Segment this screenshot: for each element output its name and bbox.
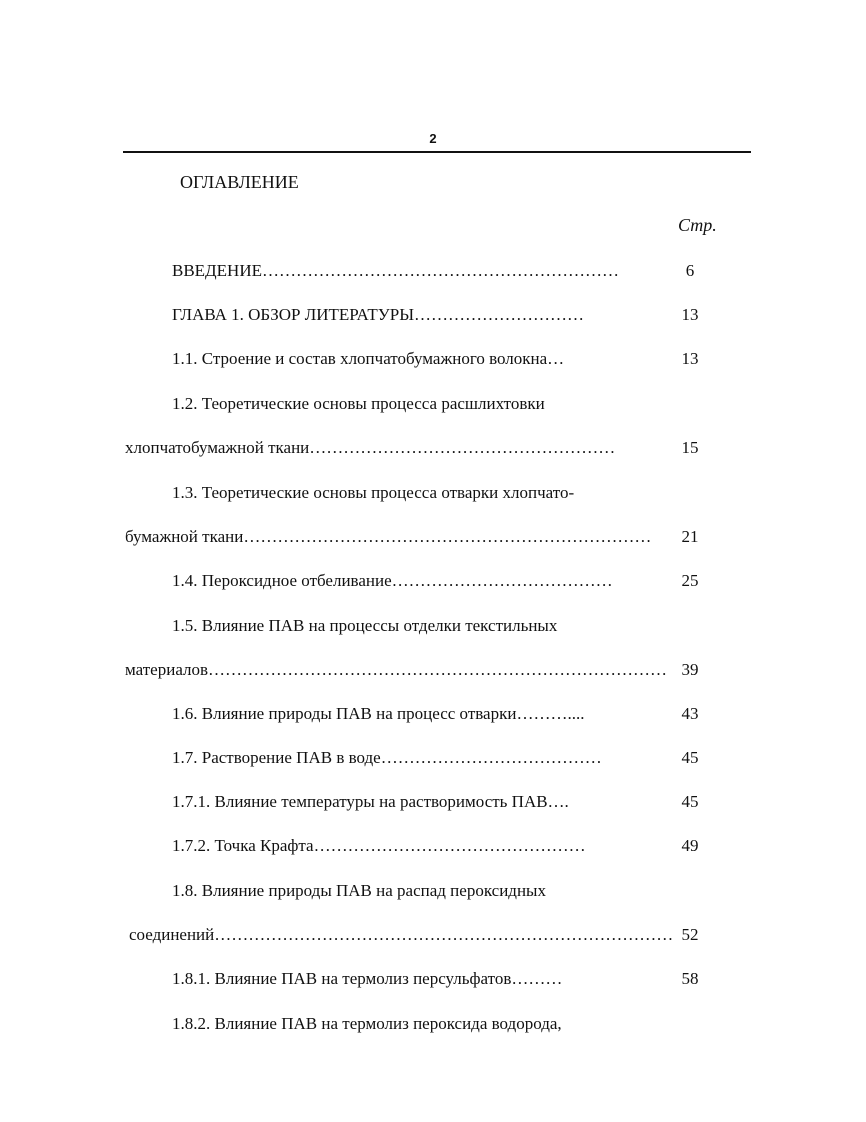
page-number: 2 (429, 131, 437, 146)
toc-entry-1-2-line-1: 1.2. Теоретические основы процесса расшлихтовки (172, 394, 545, 413)
toc-entry-1-7-1: 1.7.1. Влияние температуры на растворимость ПАВ…. (172, 792, 569, 811)
toc-entry-introduction: ВВЕДЕНИЕ……………………………………………………… (172, 261, 619, 280)
toc-entry-1-5-line-1: 1.5. Влияние ПАВ на процессы отделки текстильных (172, 616, 558, 635)
toc-page-1-8: 52 (681, 925, 699, 944)
toc-page-1-2: 15 (681, 438, 699, 457)
toc-entry-1-8-1: 1.8.1. Влияние ПАВ на термолиз персульфатов……… (172, 969, 563, 988)
toc-entry-1-8-line-1: 1.8. Влияние природы ПАВ на распад пероксидных (172, 881, 546, 900)
toc-entry-1-4: 1.4. Пероксидное отбеливание………………………………… (172, 571, 613, 590)
toc-entry-1-3-line-2: бумажной ткани……………………………………………………………… (125, 527, 652, 546)
header-rule (123, 151, 751, 153)
toc-page-1-4: 25 (681, 571, 699, 590)
toc-page-1-3: 21 (681, 527, 699, 546)
toc-page-1-1: 13 (681, 349, 699, 368)
toc-page-chapter-1: 13 (681, 305, 699, 324)
toc-entry-1-8-line-2: соединений……………………………………………………………………… (129, 925, 674, 944)
toc-entry-1-3-line-1: 1.3. Теоретические основы процесса отварки хлопчато- (172, 483, 575, 502)
toc-entry-1-8-2: 1.8.2. Влияние ПАВ на термолиз пероксида водорода, (172, 1014, 562, 1033)
toc-entry-1-6: 1.6. Влияние природы ПАВ на процесс отварки……….... (172, 704, 585, 723)
toc-page-1-6: 43 (681, 704, 699, 723)
page-column-label: Стр. (678, 215, 717, 235)
toc-entry-1-2-line-2: хлопчатобумажной ткани……………………………………………… (125, 438, 616, 457)
toc-entry-chapter-1: ГЛАВА 1. ОБЗОР ЛИТЕРАТУРЫ………………………… (172, 305, 585, 324)
toc-entry-1-7-2: 1.7.2. Точка Крафта………………………………………… (172, 836, 586, 855)
toc-entry-1-7: 1.7. Растворение ПАВ в воде………………………………… (172, 748, 602, 767)
toc-page-1-7-1: 45 (681, 792, 699, 811)
toc-page-1-7-2: 49 (681, 836, 699, 855)
toc-entry-1-1: 1.1. Строение и состав хлопчатобумажного волокна… (172, 349, 565, 368)
toc-entry-1-5-line-2: материалов……………………………………………………………………… (125, 660, 668, 679)
toc-heading: ОГЛАВЛЕНИЕ (180, 172, 299, 192)
toc-page-introduction: 6 (685, 261, 695, 280)
toc-page-1-7: 45 (681, 748, 699, 767)
toc-page-1-5: 39 (681, 660, 699, 679)
toc-page-1-8-1: 58 (681, 969, 699, 988)
